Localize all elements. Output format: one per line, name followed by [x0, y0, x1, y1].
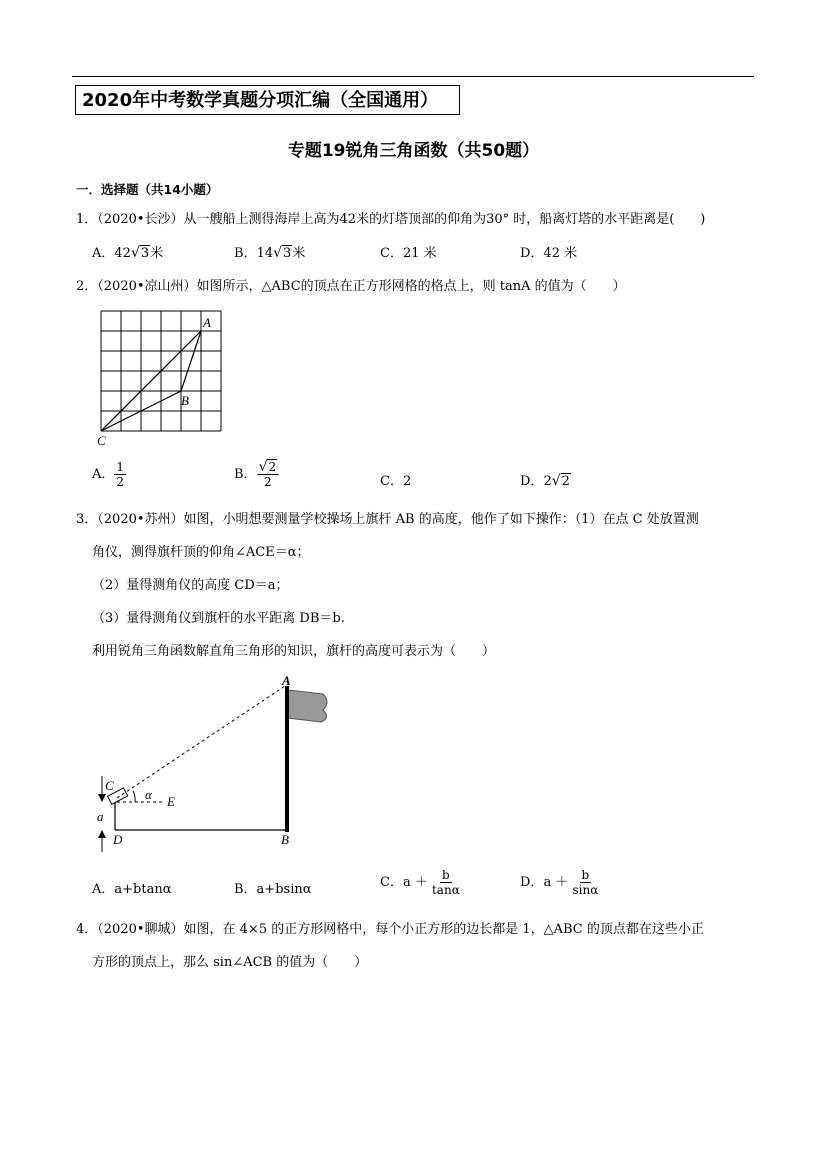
q1-option-a[interactable]	[92, 242, 163, 261]
label-d: D	[113, 832, 123, 847]
question-2-text: 2．（2020•凉山州）如图所示，△ABC的顶点在正方形网格的格点上，则 tanA 的值为（ ）	[76, 279, 626, 294]
fraction: $\frac{b}{\tan\alpha}$	[431, 868, 460, 897]
q2-option-b[interactable]	[234, 460, 279, 489]
label-a: A	[282, 673, 291, 688]
option-coef: 42	[114, 246, 131, 261]
option-coef: 2	[543, 474, 552, 489]
question-3-line-2: 角仪，测得旗杆顶的仰角∠ACE＝α；	[92, 545, 310, 560]
option-unit: 米	[150, 246, 164, 261]
q3-flagpole-figure	[95, 672, 355, 857]
angle-arc	[133, 791, 135, 802]
option-label: D．	[520, 875, 544, 890]
q2-option-c[interactable]: C．2	[380, 474, 412, 489]
label-c: C	[97, 433, 106, 448]
question-3-line-1: 3．（2020•苏州）如图，小明想要测量学校操场上旗杆 AB 的高度，他作了如下操作：（1）在点 C 处放置测	[76, 512, 699, 527]
q3-option-c[interactable]	[380, 868, 460, 897]
sight-line	[117, 686, 285, 798]
q1-option-d[interactable]: D．42 米	[520, 246, 578, 261]
label-c: C	[105, 778, 114, 793]
question-4-line-2: 方形的顶点上，那么 sin∠ACB 的值为（ ）	[92, 955, 368, 970]
option-unit: 米	[292, 246, 306, 261]
option-label: B．	[234, 246, 257, 261]
section-heading: 一．选择题（共14小题）	[76, 182, 219, 197]
triangle-abc	[101, 331, 201, 431]
question-3-line-5: 利用锐角三角函数解直角三角形的知识，旗杆的高度可表示为（ ）	[92, 644, 496, 659]
sqrt-expression: √3	[130, 245, 150, 261]
fraction: $\frac{b}{\sin\alpha}$	[572, 868, 599, 897]
flag-icon	[288, 690, 327, 722]
option-label: B．	[234, 467, 257, 482]
arrow-up-icon	[98, 830, 106, 838]
arrow-down-icon	[98, 794, 106, 802]
label-b: B	[181, 393, 189, 408]
q1-option-c[interactable]: C．21 米	[380, 246, 437, 261]
q2-grid-figure	[95, 305, 235, 450]
q2-option-d[interactable]	[520, 470, 571, 489]
option-label: A．	[92, 246, 115, 261]
option-coef: 14	[256, 246, 274, 261]
question-1-text: 1．（2020•长沙）从一艘船上测得海岸上高为42米的灯塔顶部的仰角为30° 时，船离灯塔的水平距离是( )	[76, 212, 706, 227]
question-3-line-4: （3）量得测角仪到旗杆的水平距离 DB＝b.	[92, 611, 345, 626]
question-4-line-1: 4．（2020•聊城）如图，在 4×5 的正方形网格中，每个小正方形的边长都是 1，△ABC 的顶点都在这些小正	[76, 922, 704, 937]
option-prefix: a ＋	[543, 875, 569, 890]
option-label: A．	[92, 467, 115, 482]
q1-option-b[interactable]	[234, 242, 305, 261]
page-title: 专题19锐角三角函数（共50题）	[287, 141, 540, 161]
label-height-a: a	[97, 809, 104, 824]
label-b: B	[281, 832, 289, 847]
flagpole	[285, 686, 289, 832]
q3-option-a[interactable]: A．a+btanα	[92, 882, 172, 897]
q2-option-a[interactable]	[92, 460, 126, 489]
option-prefix: a ＋	[402, 875, 428, 890]
sqrt-expression: √2	[551, 473, 570, 489]
question-3-line-3: （2）量得测角仪的高度 CD＝a；	[92, 578, 289, 593]
fraction: $\frac{√2}{2}$	[257, 460, 280, 489]
collection-title: 2020年中考数学真题分项汇编（全国通用）	[75, 85, 460, 115]
label-alpha: α	[145, 787, 152, 802]
q3-option-d[interactable]	[520, 868, 598, 897]
option-label: D．	[520, 474, 544, 489]
sqrt-expression: √3	[273, 245, 292, 261]
label-a: A	[203, 315, 211, 330]
label-e: E	[167, 794, 175, 809]
q3-option-b[interactable]: B．a+bsinα	[234, 882, 312, 897]
option-label: C．	[380, 875, 403, 890]
header-rule	[72, 76, 754, 77]
fraction: $\frac{1}{2}$	[116, 460, 125, 489]
